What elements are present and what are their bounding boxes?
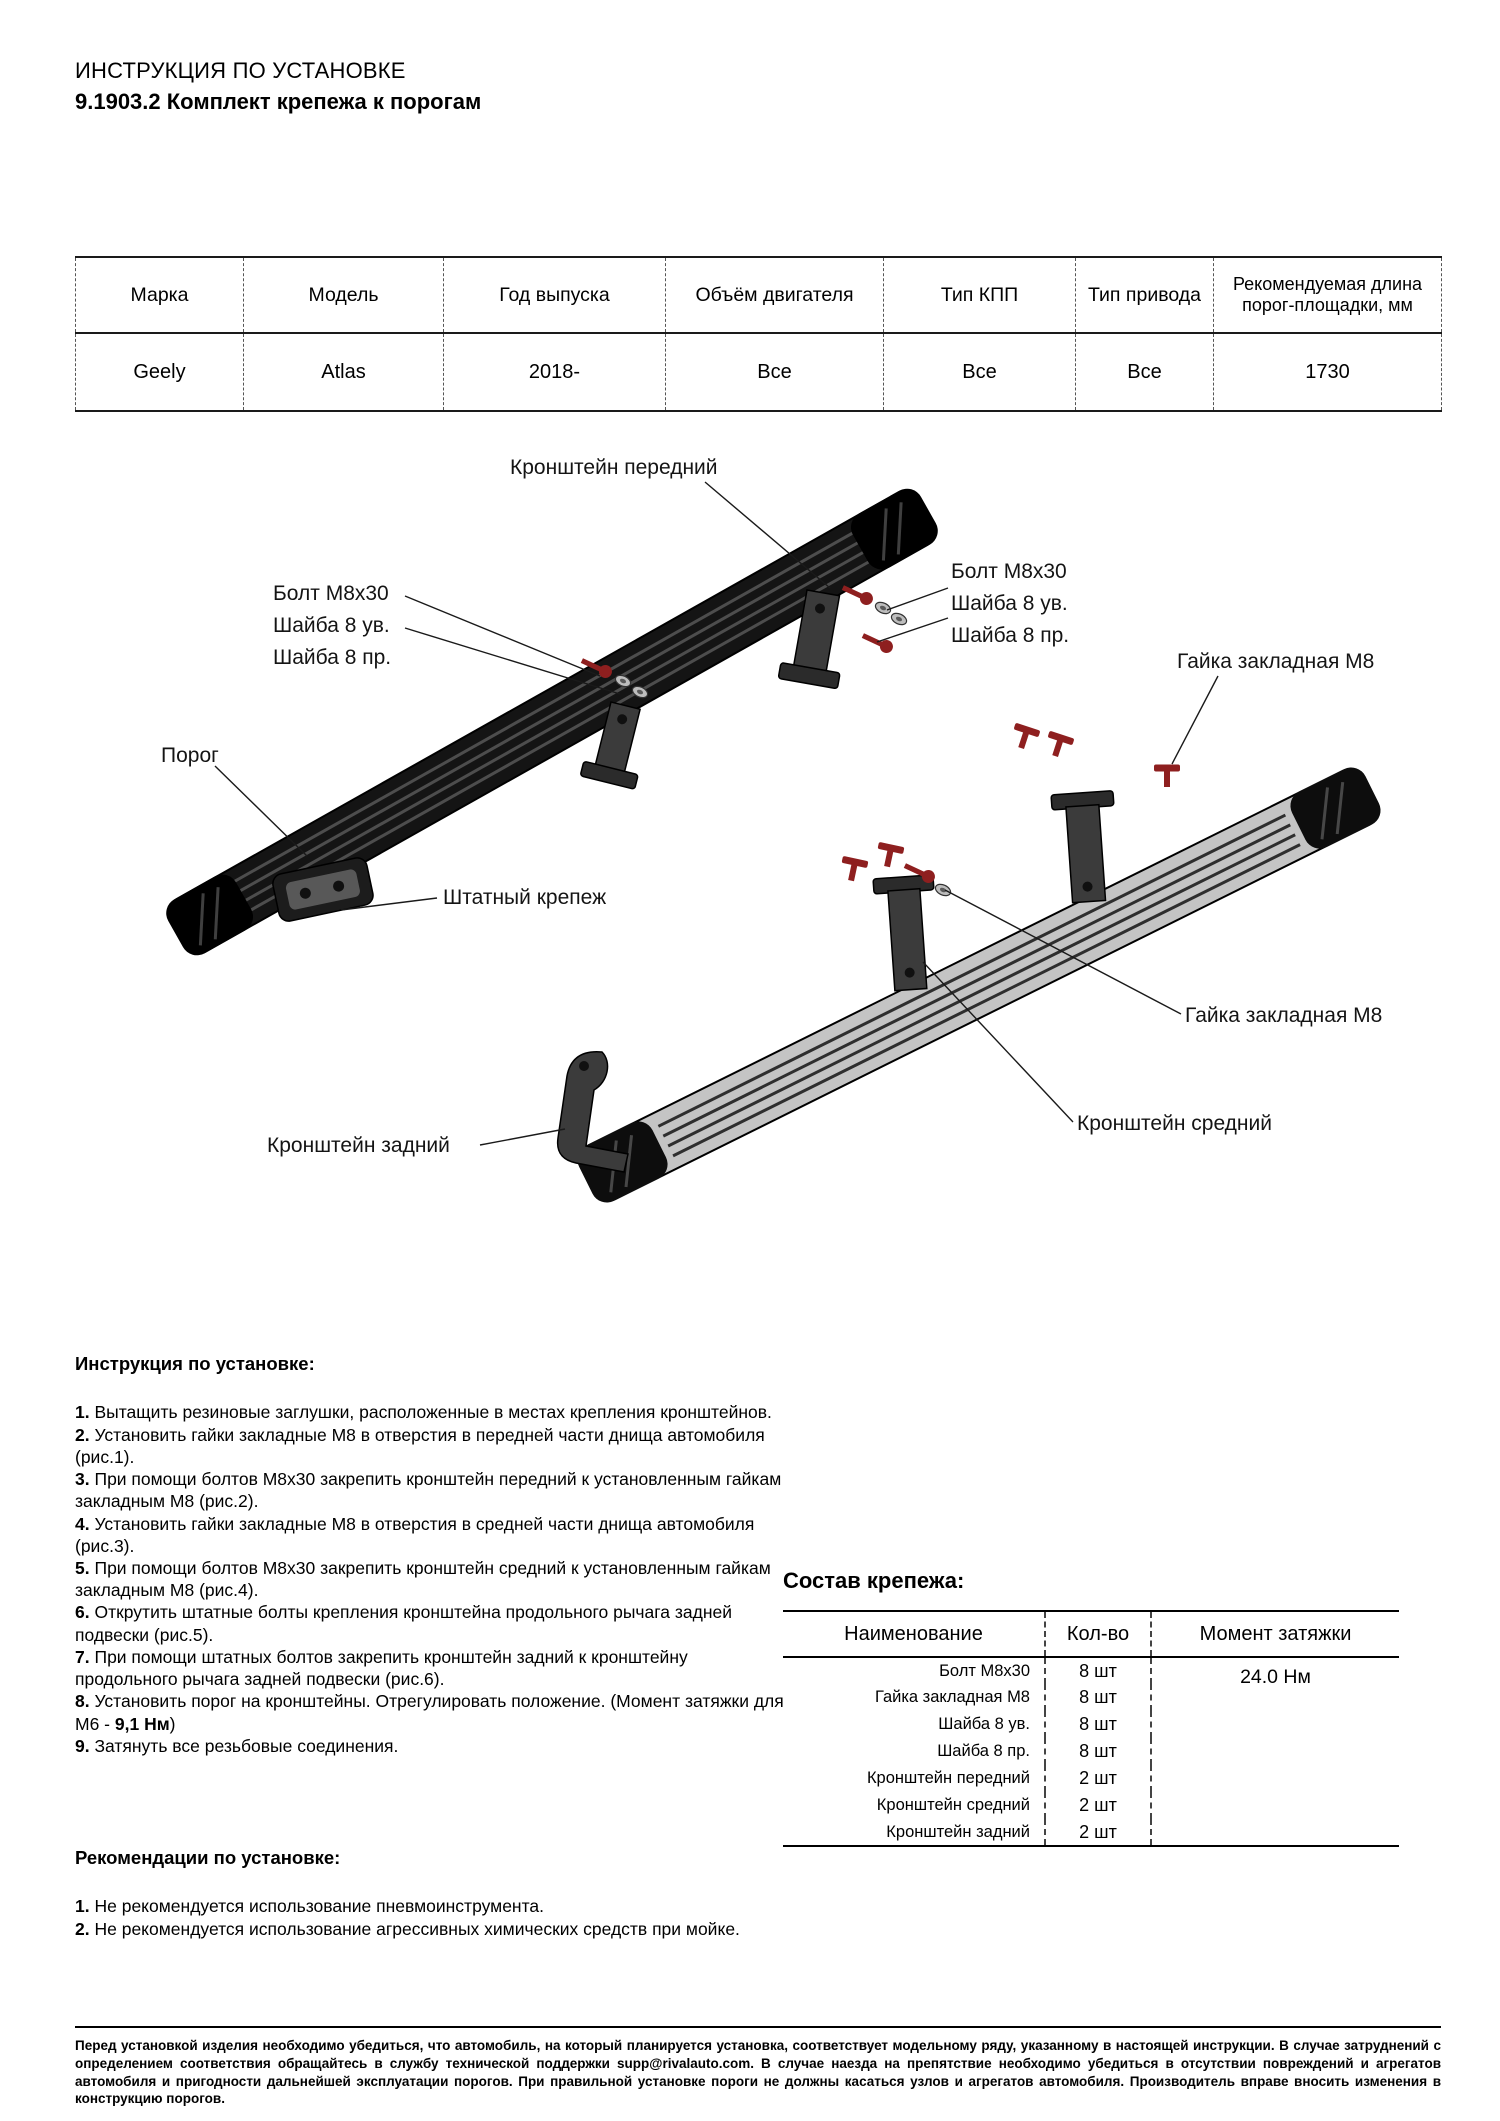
- instruction-step-6: [75, 1601, 785, 1645]
- part-qty: 8 шт: [1045, 1684, 1151, 1711]
- part-name: Шайба 8 пр.: [937, 1742, 1030, 1760]
- parts-row: [783, 1657, 1399, 1684]
- step-number: 9.: [75, 1735, 90, 1756]
- embed-nuts-top-right: [1009, 723, 1180, 787]
- bolt-label: Болт М8х30: [951, 560, 1067, 583]
- col-header-brand: Марка: [76, 257, 244, 333]
- part-name: Кронштейн передний: [866, 1769, 1030, 1787]
- label-rear-bracket: Кронштейн задний: [267, 1134, 450, 1157]
- part-name: Гайка закладная М8: [874, 1688, 1030, 1706]
- instruction-step-5: [75, 1557, 785, 1601]
- label-middle-bracket: Кронштейн средний: [1077, 1112, 1272, 1135]
- rec-text: Не рекомендуется использование агрессивных химических средств при мойке.: [94, 1918, 740, 1939]
- step-number: 8.: [75, 1691, 90, 1712]
- step-number: 5.: [75, 1558, 90, 1579]
- page-title: ИНСТРУКЦИЯ ПО УСТАНОВКЕ: [75, 58, 406, 83]
- label-bolt-block-center: [951, 560, 1069, 647]
- step-text: Затянуть все резьбовые соединения.: [94, 1735, 399, 1756]
- step-text: При помощи штатных болтов закрепить кронштейн задний к кронштейну продольного рычага задней подвески (рис.6).: [75, 1646, 688, 1690]
- part-qty: 2 шт: [1045, 1765, 1151, 1792]
- instructions-title: Инструкция по установке:: [75, 1353, 315, 1374]
- instruction-step-2: [75, 1424, 785, 1468]
- bolt-washer-set-2: [840, 582, 908, 656]
- vehicle-table-header-row: [76, 257, 1442, 333]
- part-name: Шайба 8 ув.: [938, 1715, 1030, 1733]
- washer1-label: Шайба 8 ув.: [951, 592, 1068, 615]
- washer2-label: Шайба 8 пр.: [951, 624, 1070, 647]
- instruction-step-3: [75, 1468, 785, 1512]
- vehicle-table: [75, 256, 1442, 412]
- rec-text: Не рекомендуется использование пневмоинструмента.: [94, 1896, 544, 1917]
- step-text: Вытащить резиновые заглушки, расположенные в местах крепления кронштейнов.: [94, 1402, 772, 1423]
- instruction-step-8: [75, 1690, 785, 1734]
- parts-title: Состав крепежа:: [783, 1568, 965, 1593]
- step-text: Установить гайки закладные М8 в отверстия в средней части днища автомобиля (рис.3).: [75, 1513, 755, 1556]
- label-embed-nut-bottom: Гайка закладная М8: [1185, 1004, 1383, 1027]
- parts-col-name: Наименование: [783, 1611, 1045, 1657]
- step-text-tail: ): [169, 1713, 176, 1734]
- washer1-label: Шайба 8 ув.: [273, 614, 390, 637]
- step-text: Открутить штатные болты крепления кронштейна продольного рычага задней подвески (рис.5).: [75, 1602, 732, 1645]
- cell-length: 1730: [1214, 333, 1442, 411]
- disclaimer-text: Перед установкой изделия необходимо убедиться, что автомобиль, на который планируется установка, соответствует модельному ряду, указанному в настоящей инструкции. В случае затруднений с определением соответствия обращайтесь в службу технической поддержки supp@rivalauto.com. В случае наезда на препятствие необходимо убедиться в отсутствии повреждений и агрегатов автомобиля и пригодности дальнейшей эксплуатации порогов. При правильной установке пороги не должны касаться узлов и агрегатов автомобиля. Производитель вправе вносить изменения в конструкцию порогов.: [75, 2038, 1441, 2107]
- col-header-drive: Тип привода: [1076, 257, 1214, 333]
- part-qty: 8 шт: [1045, 1738, 1151, 1765]
- step-text: При помощи болтов М8х30 закрепить кронштейн передний к установленным гайкам закладным М8 (рис.2).: [75, 1469, 782, 1512]
- parts-col-qty: Кол-во: [1045, 1611, 1151, 1657]
- part-qty: 8 шт: [1045, 1657, 1151, 1684]
- cell-gearbox: Все: [884, 333, 1076, 411]
- col-header-model: Модель: [244, 257, 444, 333]
- col-header-gearbox: Тип КПП: [884, 257, 1076, 333]
- label-embed-nut-top: Гайка закладная М8: [1177, 650, 1375, 673]
- rec-number: 2.: [75, 1918, 90, 1939]
- bolt-label: Болт М8х30: [273, 582, 389, 605]
- cell-drive: Все: [1076, 333, 1214, 411]
- fastener-kit-section: [783, 1568, 1399, 1847]
- page-subtitle: 9.1903.2 Комплект крепежа к порогам: [75, 89, 482, 114]
- step-text: Установить порог на кронштейны. Отрегулировать положение. (Момент затяжки для М6 -: [75, 1691, 784, 1734]
- vehicle-table-row: [76, 333, 1442, 411]
- installation-recommendations: [75, 1846, 785, 1940]
- instruction-step-4: [75, 1513, 785, 1557]
- label-stock-fastener: Штатный крепеж: [443, 886, 607, 909]
- running-board-2: [572, 762, 1386, 1208]
- washer2-label: Шайба 8 пр.: [273, 646, 392, 669]
- part-qty: 2 шт: [1045, 1792, 1151, 1819]
- part-qty: 2 шт: [1045, 1819, 1151, 1846]
- instruction-step-7: [75, 1646, 785, 1690]
- parts-header-row: [783, 1611, 1399, 1657]
- step-number: 7.: [75, 1646, 90, 1667]
- col-header-engine: Объём двигателя: [666, 257, 884, 333]
- part-qty: 8 шт: [1045, 1711, 1151, 1738]
- document-header: [75, 58, 481, 115]
- label-sill: Порог: [161, 744, 219, 767]
- torque-value: 24.0 Нм: [1151, 1657, 1399, 1846]
- cell-model: Atlas: [244, 333, 444, 411]
- part-name: Болт М8х30: [939, 1661, 1030, 1680]
- middle-bracket-board2: [873, 875, 941, 992]
- installation-instructions: [75, 1352, 785, 1757]
- step-torque-bold: 9,1 Нм: [114, 1713, 170, 1734]
- col-header-year: Год выпуска: [444, 257, 666, 333]
- col-header-length: Рекомендуемая длина порог-площадки, мм: [1214, 257, 1442, 333]
- installation-diagram: [55, 438, 1445, 1318]
- instruction-step-9: [75, 1735, 785, 1757]
- step-text: Установить гайки закладные М8 в отверстия в передней части днища автомобиля (рис.1).: [75, 1424, 765, 1467]
- recommendation-2: [75, 1918, 785, 1940]
- step-number: 6.: [75, 1602, 90, 1623]
- label-front-bracket: Кронштейн передний: [510, 456, 718, 479]
- step-text: При помощи болтов М8х30 закрепить кронштейн средний к установленным гайкам закладным М8 (рис.4).: [75, 1558, 771, 1601]
- step-number: 4.: [75, 1513, 90, 1534]
- label-bolt-block-left: [273, 582, 391, 669]
- footer-disclaimer: [75, 2026, 1441, 2108]
- parts-table: [783, 1610, 1399, 1847]
- recommendation-1: [75, 1895, 785, 1917]
- step-number: 1.: [75, 1402, 90, 1423]
- step-number: 3.: [75, 1469, 90, 1490]
- part-name: Кронштейн задний: [783, 1819, 1045, 1846]
- part-name: Кронштейн средний: [876, 1796, 1030, 1814]
- cell-engine: Все: [666, 333, 884, 411]
- instruction-step-1: [75, 1401, 785, 1423]
- cell-brand: Geely: [76, 333, 244, 411]
- recommendations-title: Рекомендации по установке:: [75, 1847, 341, 1868]
- rec-number: 1.: [75, 1896, 90, 1917]
- rear-bracket: [558, 1052, 628, 1172]
- cell-year: 2018-: [444, 333, 666, 411]
- parts-col-torque: Момент затяжки: [1151, 1611, 1399, 1657]
- step-number: 2.: [75, 1424, 90, 1445]
